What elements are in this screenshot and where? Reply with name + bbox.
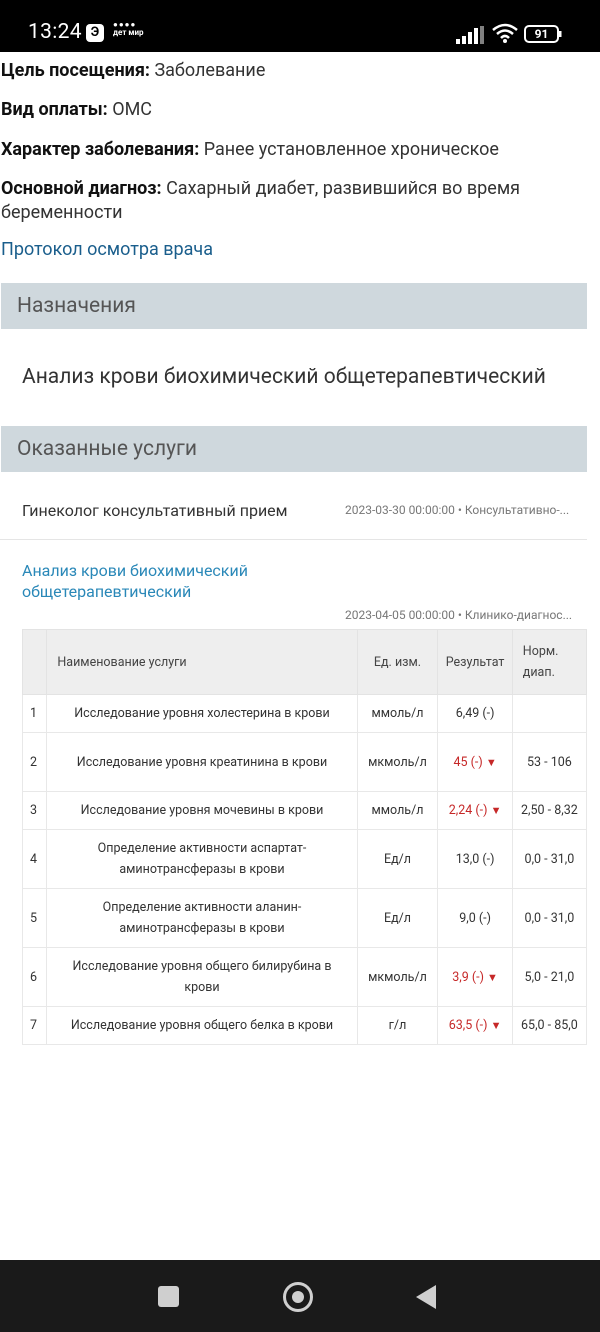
recent-apps-button[interactable] (158, 1286, 179, 1307)
status-bar (0, 0, 600, 52)
result-value-abnormal: 3,9 (-) ▼ (438, 948, 512, 1007)
assignment-item: Анализ крови биохимический общетерапевтический (22, 365, 546, 389)
table-row (23, 830, 587, 889)
payment-type (1, 98, 591, 122)
divider (0, 539, 587, 540)
unit: ммоль/л (357, 792, 438, 830)
detmir-label: дет мир (113, 28, 144, 37)
battery-icon (524, 25, 562, 43)
column-header-unit: Ед. изм. (357, 630, 438, 695)
service-name: Исследование уровня креатинина в крови (47, 733, 357, 792)
service-item-title[interactable]: Гинеколог консультативный прием (22, 501, 288, 520)
down-arrow-icon: ▼ (490, 804, 502, 817)
assignments-header: Назначения (1, 283, 587, 329)
status-time: 13:24 (28, 20, 82, 44)
table-row (23, 1007, 587, 1045)
norm-range: 65,0 - 85,0 (512, 1007, 586, 1045)
payment-type-label: Вид оплаты: (1, 99, 108, 120)
table-row (23, 948, 587, 1007)
result-value-abnormal: 2,24 (-) ▼ (438, 792, 512, 830)
service-item-meta: 2023-04-05 00:00:00 • Клинико-диагнос... (345, 608, 573, 622)
unit: г/л (357, 1007, 438, 1045)
table-row (23, 695, 587, 733)
column-header-result: Результат (438, 630, 512, 695)
norm-range: 0,0 - 31,0 (512, 830, 586, 889)
service-name: Исследование уровня общего белка в крови (47, 1007, 357, 1045)
lab-results-table (22, 629, 587, 1045)
visit-purpose-value: Заболевание (154, 60, 266, 81)
visit-details (0, 52, 600, 1260)
norm-range: 5,0 - 21,0 (512, 948, 586, 1007)
row-number: 6 (23, 948, 47, 1007)
unit: Ед/л (357, 889, 438, 948)
unit: Ед/л (357, 830, 438, 889)
service-name: Исследование уровня общего билирубина в крови (47, 948, 357, 1007)
down-arrow-icon: ▼ (485, 755, 497, 769)
detmir-notification-icon: ●●●● дет мир (113, 20, 144, 37)
unit: мкмоль/л (357, 733, 438, 792)
navigation-bar (0, 1260, 600, 1332)
services-header: Оказанные услуги (1, 426, 587, 472)
disease-nature-value: Ранее установленное хроническое (203, 139, 499, 160)
result-value-abnormal: 45 (-) ▼ (438, 733, 512, 792)
norm-range (512, 695, 586, 733)
table-row (23, 792, 587, 830)
result-value: 6,49 (-) (438, 695, 512, 733)
service-name: Исследование уровня мочевины в крови (47, 792, 357, 830)
cell-signal-icon (456, 26, 484, 44)
blood-analysis-link[interactable]: Анализ крови биохимический общетерапевтический (22, 561, 248, 601)
service-name: Определение активности аспартат-аминотрансферазы в крови (47, 830, 357, 889)
norm-range: 53 - 106 (512, 733, 586, 792)
disease-nature (1, 138, 591, 162)
table-row (23, 733, 587, 792)
norm-range: 0,0 - 31,0 (512, 889, 586, 948)
home-dot-icon (292, 1291, 304, 1303)
service-item-meta: 2023-03-30 00:00:00 • Консультативно-... (345, 503, 570, 517)
table-row (23, 889, 587, 948)
row-number: 5 (23, 889, 47, 948)
battery-level: 91 (534, 27, 549, 41)
doctor-protocol-link[interactable]: Протокол осмотра врача (1, 239, 214, 260)
column-header-norm: Норм. диап. (512, 630, 586, 695)
row-number: 7 (23, 1007, 47, 1045)
result-value: 13,0 (-) (438, 830, 512, 889)
service-name: Определение активности аланин-аминотрансферазы в крови (47, 889, 357, 948)
service-name: Исследование уровня холестерина в крови (47, 695, 357, 733)
back-button[interactable] (416, 1285, 436, 1309)
main-diagnosis-label: Основной диагноз: (1, 178, 162, 199)
row-number: 2 (23, 733, 47, 792)
row-number: 1 (23, 695, 47, 733)
down-arrow-icon: ▼ (487, 970, 498, 984)
column-header-number (23, 630, 47, 695)
wifi-icon (492, 23, 518, 43)
result-value: 9,0 (-) (438, 889, 512, 948)
visit-purpose (1, 59, 591, 83)
result-value-abnormal: 63,5 (-) ▼ (438, 1007, 512, 1045)
app-notification-icon: Э (86, 24, 104, 42)
row-number: 4 (23, 830, 47, 889)
main-diagnosis-value: Сахарный диабет, развившийся во время беременности (1, 178, 521, 223)
row-number: 3 (23, 792, 47, 830)
column-header-service: Наименование услуги (47, 630, 357, 695)
disease-nature-label: Характер заболевания: (1, 139, 200, 160)
down-arrow-icon: ▼ (490, 1019, 502, 1032)
main-diagnosis (1, 177, 591, 225)
visit-purpose-label: Цель посещения: (1, 60, 150, 81)
payment-type-value: ОМС (112, 99, 153, 120)
unit: ммоль/л (357, 695, 438, 733)
norm-range: 2,50 - 8,32 (512, 792, 586, 830)
unit: мкмоль/л (357, 948, 438, 1007)
